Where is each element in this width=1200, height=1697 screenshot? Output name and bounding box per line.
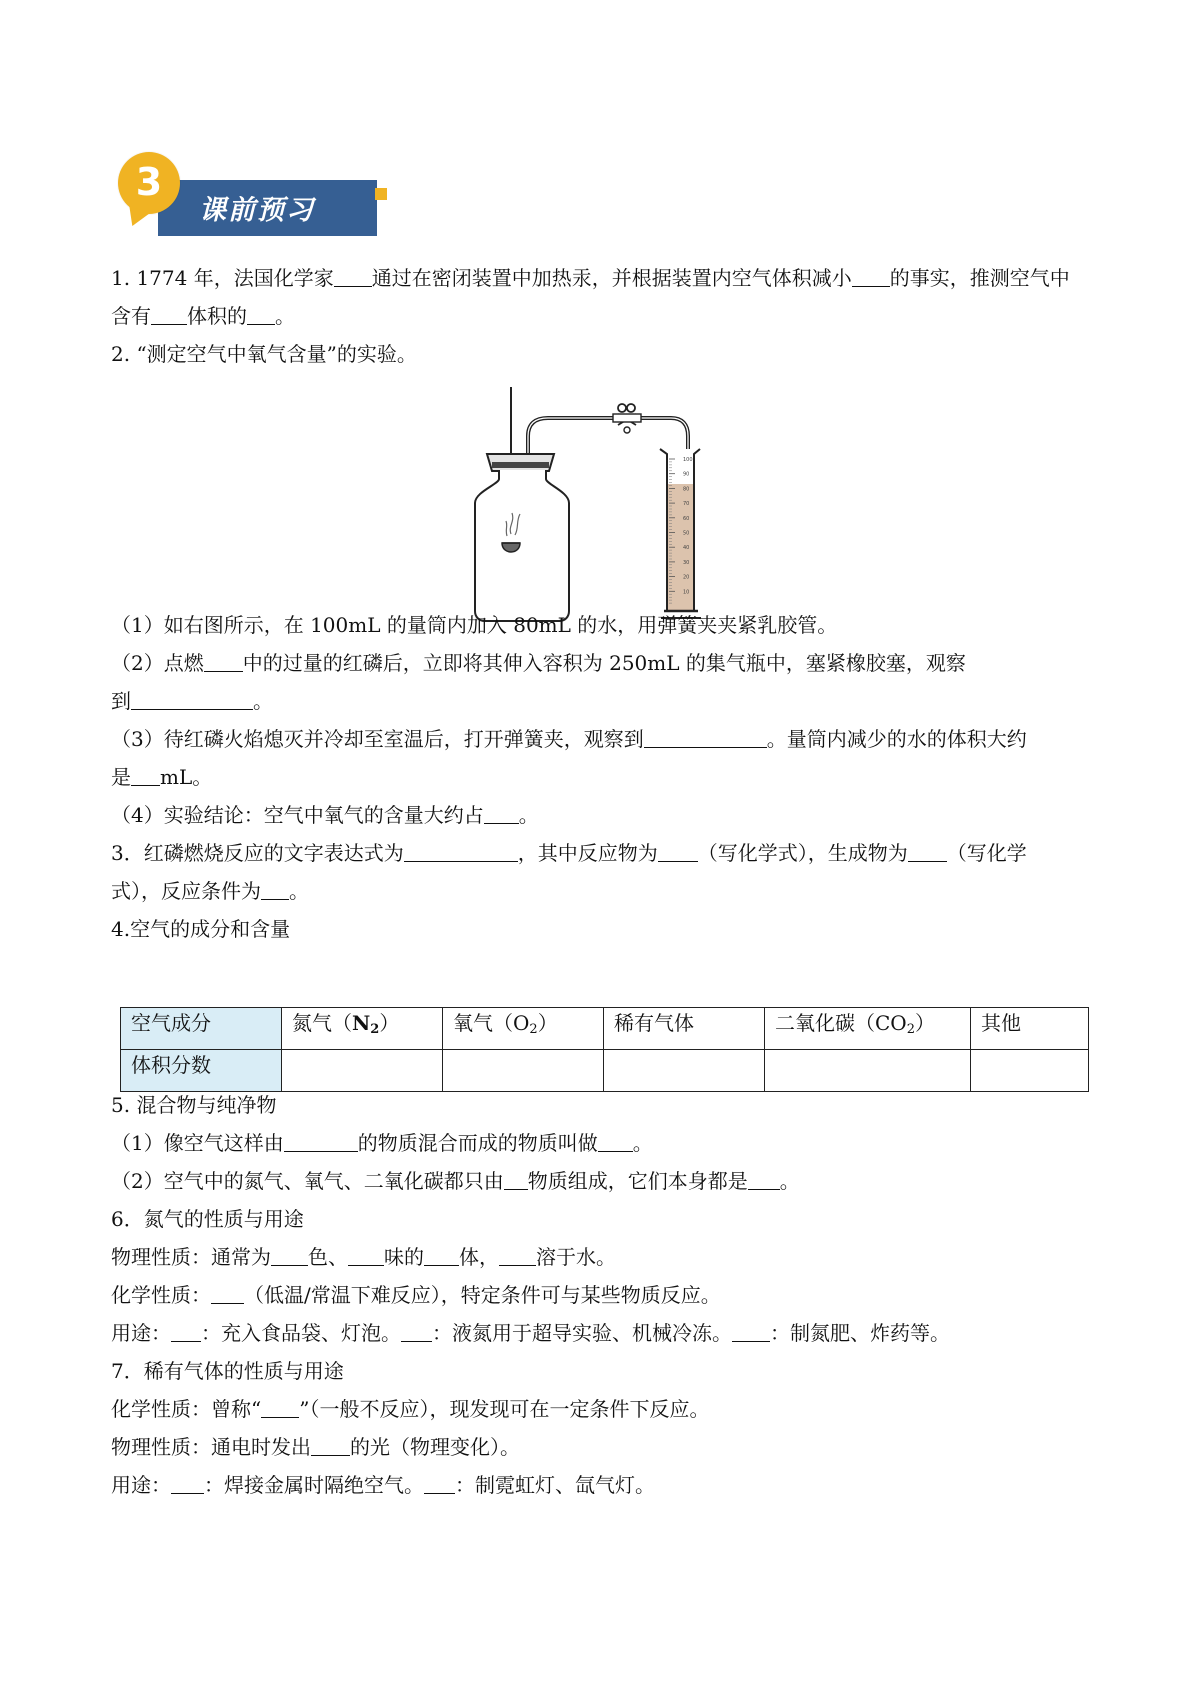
blank-field <box>852 266 890 287</box>
carbon-dioxide-name: 二氧化碳（CO <box>775 1011 907 1035</box>
blank-field <box>131 765 160 786</box>
q6-chem-a: 化学性质： <box>111 1283 211 1307</box>
cylinder-scale-label: 80 <box>683 486 690 493</box>
q2-step-3-text-a: （3）待红磷火焰熄灭并冷却至室温后，打开弹簧夹，观察到 <box>111 727 644 751</box>
q3-line-1 <box>111 837 1027 869</box>
q1-text-1a: 1. 1774 年，法国化学家 <box>111 266 334 290</box>
table-row <box>121 1008 1089 1050</box>
oxygen-close-paren: ） <box>537 1011 558 1035</box>
q1-text-2a: 含有 <box>111 304 151 328</box>
blank-field <box>171 1321 201 1342</box>
q3-text-1d: （写化学 <box>946 841 1027 865</box>
blank-field <box>204 651 243 672</box>
q2-step-2 <box>111 647 966 679</box>
blank-field <box>271 1245 308 1266</box>
q6-use-a: 用途： <box>111 1321 171 1345</box>
q2-step-2-continued <box>111 685 273 717</box>
q4-title: 4.空气的成分和含量 <box>111 917 291 941</box>
q3-line-2 <box>111 875 309 907</box>
blank-field <box>247 304 275 325</box>
nitrogen-subscript: 2 <box>370 1022 380 1037</box>
q2-step-4-text-a: （4）实验结论：空气中氧气的含量大约占 <box>111 803 484 827</box>
section-title: 课前预习 <box>199 195 315 226</box>
q5-text-2b: 物质组成，它们本身都是 <box>527 1169 748 1193</box>
cylinder-scale-label: 30 <box>683 559 690 566</box>
blank-field <box>404 841 518 862</box>
q2-step-2-text-d: 。 <box>253 689 273 713</box>
q2-step-3-continued <box>111 761 212 793</box>
section-number-badge <box>118 152 180 214</box>
q2-step-2-text-c: 到 <box>111 689 131 713</box>
blank-field <box>504 1169 528 1190</box>
q2-title: 2. “测定空气中氧气含量”的实验。 <box>111 342 417 366</box>
q2-step-1: （1）如右图所示，在 100mL 的量筒内加入 80mL 的水，用弹簧夹夹紧乳胶管。 <box>111 613 838 637</box>
q7-chemical-properties <box>111 1393 709 1425</box>
cylinder-scale-label: 60 <box>683 515 690 522</box>
blank-field <box>908 841 947 862</box>
q7-chem-b: ”（一般不反应），现发现可在一定条件下反应。 <box>299 1397 710 1421</box>
q6-chem-b: （低温/常温下难反应），特定条件可与某些物质反应。 <box>244 1283 721 1307</box>
q1-text-1b: 通过在密闭装置中加热汞，并根据装置内空气体积减小 <box>371 266 852 290</box>
blank-field <box>732 1321 770 1342</box>
q2-step-2-text-a: （2）点燃 <box>111 651 204 675</box>
q6-use-d: ：制氮肥、炸药等。 <box>770 1321 950 1345</box>
q1-text-2b: 体积的 <box>187 304 247 328</box>
q7-use-a: 用途： <box>111 1473 171 1497</box>
q7-use-b: ：焊接金属时隔绝空气。 <box>204 1473 424 1497</box>
q2-step-4-text-b: 。 <box>518 803 539 827</box>
table-cell-rare-gas: 稀有气体 <box>604 1008 765 1050</box>
table-empty-answer-cell <box>282 1050 443 1092</box>
q7-use-c: ：制霓虹灯、氙气灯。 <box>455 1473 655 1497</box>
oxygen-subscript: 2 <box>529 1022 538 1037</box>
cylinder-scale-label: 10 <box>683 589 690 596</box>
cylinder-scale-label: 100 <box>683 457 693 463</box>
q6-phys-b: 色、 <box>308 1245 348 1269</box>
blank-field <box>311 1435 350 1456</box>
cylinder-scale-label: 40 <box>683 545 690 552</box>
q7-phys-a: 物理性质：通电时发出 <box>111 1435 311 1459</box>
q3-text-1a: 3．红磷燃烧反应的文字表达式为 <box>111 841 404 865</box>
table-empty-answer-cell <box>765 1050 971 1092</box>
blank-field <box>261 879 289 900</box>
q6-uses <box>111 1317 950 1349</box>
q3-text-2b: 。 <box>289 879 309 903</box>
q3-text-2a: 式），反应条件为 <box>111 879 261 903</box>
table-cell-other: 其他 <box>971 1008 1089 1050</box>
q1-line-2 <box>111 300 295 332</box>
q2-step-4 <box>111 799 539 831</box>
q1-text-1c: 的事实，推测空气中 <box>889 266 1070 290</box>
table-cell-nitrogen <box>282 1008 443 1050</box>
blank-field <box>658 841 698 862</box>
blank-field <box>261 1397 299 1418</box>
nitrogen-close-paren: ） <box>379 1011 400 1035</box>
q7-phys-b: 的光（物理变化）。 <box>350 1435 520 1459</box>
q1-text-2c: 。 <box>275 304 295 328</box>
q6-physical-properties <box>111 1241 616 1273</box>
blank-field <box>348 1245 384 1266</box>
q5-text-1c: 。 <box>632 1131 653 1155</box>
cylinder-scale-label: 70 <box>683 501 690 508</box>
q1-line-1 <box>111 262 1070 294</box>
q6-phys-a: 物理性质：通常为 <box>111 1245 271 1269</box>
blank-field <box>644 727 767 748</box>
blank-field <box>598 1131 633 1152</box>
header-accent-square <box>375 188 387 200</box>
oxygen-name: 氧气（O <box>453 1011 530 1035</box>
section-header <box>118 152 398 238</box>
nitrogen-formula: N <box>352 1011 371 1035</box>
blank-field <box>284 1131 358 1152</box>
table-row <box>121 1050 1089 1092</box>
blank-field <box>401 1321 432 1342</box>
q5-text-2c: 。 <box>779 1169 800 1193</box>
q2-step-3 <box>111 723 1027 755</box>
cylinder-scale-label: 90 <box>683 471 690 478</box>
section-number: 3 <box>135 160 163 204</box>
q2-step-3-text-c: 是 <box>111 765 131 789</box>
q7-title: 7．稀有气体的性质与用途 <box>111 1359 344 1383</box>
table-cell-carbon-dioxide <box>765 1008 971 1050</box>
carbon-dioxide-close-paren: ） <box>914 1011 935 1035</box>
q5-title: 5. 混合物与纯净物 <box>111 1093 277 1117</box>
q6-phys-d: 体， <box>459 1245 499 1269</box>
table-empty-answer-cell <box>604 1050 765 1092</box>
table-cell-oxygen <box>443 1008 604 1050</box>
blank-field <box>484 803 519 824</box>
oxygen-content-apparatus <box>468 382 738 622</box>
q6-chemical-properties <box>111 1279 721 1311</box>
table-empty-answer-cell <box>971 1050 1089 1092</box>
q6-title: 6．氮气的性质与用途 <box>111 1207 304 1231</box>
table-row-header-components: 空气成分 <box>121 1008 282 1050</box>
q6-use-c: ：液氮用于超导实验、机械冷冻。 <box>432 1321 732 1345</box>
q7-uses <box>111 1469 655 1501</box>
q6-phys-e: 溶于水。 <box>536 1245 616 1269</box>
table-row-header-volume-fraction: 体积分数 <box>121 1050 282 1092</box>
cylinder-scale-label: 20 <box>683 574 690 581</box>
blank-field <box>171 1473 204 1494</box>
q3-text-1c: （写化学式），生成物为 <box>697 841 908 865</box>
stopper-band <box>492 462 549 468</box>
section-header-bar <box>158 180 377 236</box>
q7-physical-properties <box>111 1431 520 1463</box>
q5-text-1a: （1）像空气这样由 <box>111 1131 284 1155</box>
q5-text-1b: 的物质混合而成的物质叫做 <box>357 1131 598 1155</box>
q2-step-3-text-d: mL。 <box>160 765 213 789</box>
blank-field <box>424 1473 455 1494</box>
q3-text-1b: ，其中反应物为 <box>517 841 658 865</box>
q6-phys-c: 味的 <box>384 1245 424 1269</box>
blank-field <box>499 1245 536 1266</box>
blank-field <box>424 1245 459 1266</box>
blank-field <box>131 689 253 710</box>
q5-line-2 <box>111 1165 800 1197</box>
blank-field <box>151 304 187 325</box>
cylinder-scale-label: 50 <box>683 530 690 537</box>
blank-field <box>334 266 372 287</box>
blank-field <box>211 1283 244 1304</box>
carbon-dioxide-subscript: 2 <box>906 1022 915 1037</box>
q6-use-b: ：充入食品袋、灯泡。 <box>201 1321 401 1345</box>
blank-field <box>748 1169 780 1190</box>
table-empty-answer-cell <box>443 1050 604 1092</box>
q5-line-1 <box>111 1127 653 1159</box>
gas-collecting-bottle <box>475 470 569 621</box>
q7-chem-a: 化学性质：曾称“ <box>111 1397 262 1421</box>
q5-text-2a: （2）空气中的氮气、氧气、二氧化碳都只由 <box>111 1169 504 1193</box>
q2-step-2-text-b: 中的过量的红磷后，立即将其伸入容积为 250mL 的集气瓶中，塞紧橡胶塞，观察 <box>242 651 966 675</box>
q2-step-3-text-b: 。量筒内减少的水的体积大约 <box>766 727 1027 751</box>
air-composition-table <box>120 1007 1089 1092</box>
nitrogen-name: 氮气（ <box>292 1011 352 1035</box>
